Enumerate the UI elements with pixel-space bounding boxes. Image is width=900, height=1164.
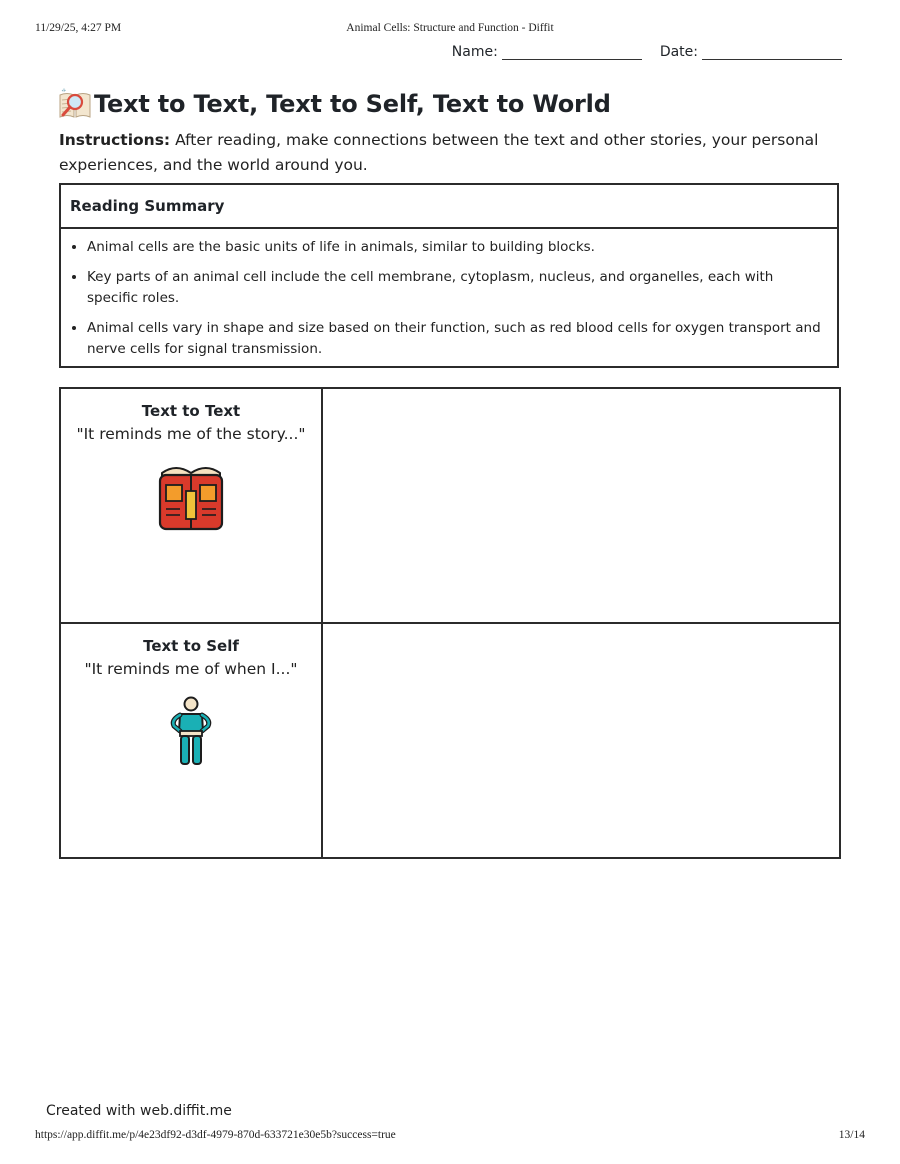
print-datetime: 11/29/25, 4:27 PM: [35, 22, 122, 34]
connection-prompt: "It reminds me of when I...": [84, 660, 298, 678]
reading-summary-box: [59, 183, 839, 368]
connection-label-cell: [60, 388, 322, 623]
connection-response-area[interactable]: [322, 388, 840, 623]
connections-table: [59, 387, 841, 859]
connection-row-text-to-text: [60, 388, 840, 623]
summary-item: • Animal cells are the basic units of life in animals, similar to building blocks.: [87, 237, 825, 259]
title-row: [58, 86, 842, 122]
book-magnifier-icon: [58, 87, 92, 121]
person-icon: [168, 696, 214, 768]
date-label: Date:: [659, 44, 698, 60]
instructions: [59, 128, 842, 178]
name-field[interactable]: [502, 45, 642, 60]
reading-summary-title: Reading Summary: [61, 185, 837, 229]
connection-prompt: "It reminds me of the story...": [76, 425, 306, 443]
name-date-fields: [452, 44, 842, 60]
page-title: Text to Text, Text to Self, Text to World: [94, 90, 611, 118]
summary-list: [61, 229, 837, 361]
print-page-title: Animal Cells: Structure and Function - Diffit: [346, 22, 554, 34]
created-with-credit: Created with web.diffit.me: [46, 1103, 232, 1119]
print-footer: [35, 1129, 865, 1145]
date-field[interactable]: [702, 45, 842, 60]
connection-label-cell: [60, 623, 322, 858]
name-label: Name:: [451, 44, 498, 60]
print-header: [35, 22, 865, 38]
open-book-icon: [156, 461, 226, 533]
instructions-text: After reading, make connections between the text and other stories, your personal experiences, and the world around you.: [59, 131, 819, 174]
summary-item: • Key parts of an animal cell include the cell membrane, cytoplasm, nucleus, and organelles, each with specific roles.: [87, 267, 825, 310]
page-number: 13/14: [838, 1129, 865, 1141]
connection-title: Text to Text: [141, 402, 241, 420]
summary-item: • Animal cells vary in shape and size based on their function, such as red blood cells for oxygen transport and nerve cells for signal transmission.: [87, 318, 825, 361]
connection-response-area[interactable]: [322, 623, 840, 858]
instructions-label: Instructions:: [59, 131, 171, 149]
connection-row-text-to-self: [60, 623, 840, 858]
print-url: https://app.diffit.me/p/4e23df92-d3df-4979-870d-633721e30e5b?success=true: [35, 1129, 396, 1141]
connection-title: Text to Self: [143, 637, 239, 655]
